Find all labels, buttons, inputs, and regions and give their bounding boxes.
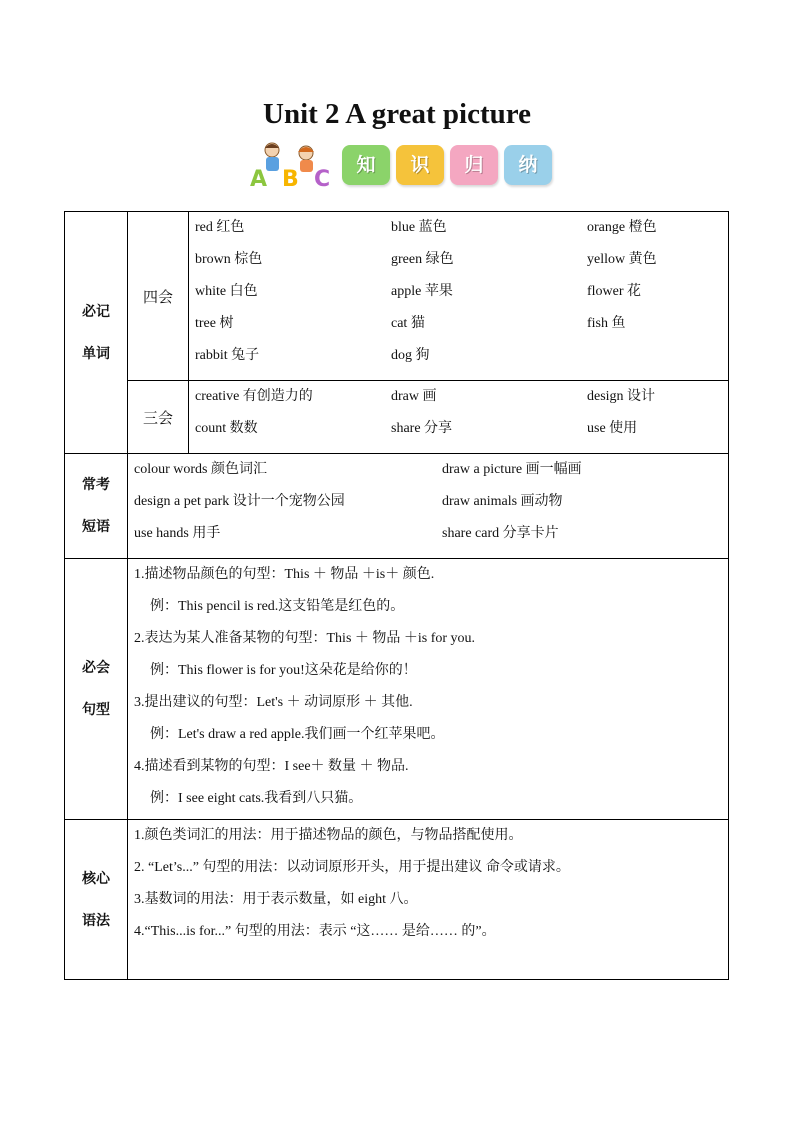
grammar-content — [128, 820, 729, 980]
word-cell: design 设计 — [587, 389, 656, 404]
letter-a: A — [250, 167, 268, 188]
sentence-example: 例：This pencil is red.这支铅笔是红色的。 — [150, 599, 405, 614]
phrase-cell: design a pet park 设计一个宠物公园 — [134, 494, 345, 509]
phrase-cell: share card 分享卡片 — [442, 526, 559, 541]
four-skill-label: 四会 — [128, 212, 189, 381]
phrases-content — [128, 454, 729, 559]
phrase-cell: draw a picture 画一幅画 — [442, 462, 582, 477]
grammar-point: 3.基数词的用法：用于表示数量，如 eight 八。 — [134, 892, 418, 907]
sentence-pattern: 1.描述物品颜色的句型：This ＋ 物品 ＋is＋ 颜色. — [134, 567, 435, 582]
summary-table — [64, 211, 729, 980]
banner-tile-zhi: 知 — [342, 145, 390, 185]
word-cell: share 分享 — [391, 421, 453, 436]
word-cell — [587, 344, 728, 376]
word-cell: dog 狗 — [391, 348, 430, 363]
word-cell: creative 有创造力的 — [195, 389, 313, 404]
four-skill-words — [189, 212, 729, 381]
sentences-section-label: 必会 句型 — [65, 559, 128, 820]
knowledge-summary-banner — [248, 140, 558, 188]
kids-abc-illustration — [248, 140, 340, 188]
phrase-cell: colour words 颜色词汇 — [134, 462, 267, 477]
sentence-example: 例：Let's draw a red apple.我们画一个红苹果吧。 — [150, 727, 445, 742]
grammar-section-label: 核心 语法 — [65, 820, 128, 980]
word-cell: count 数数 — [195, 421, 258, 436]
letter-b: B — [282, 167, 299, 188]
word-cell: yellow 黄色 — [587, 252, 657, 267]
sentence-example: 例：I see eight cats.我看到八只猫。 — [150, 791, 363, 806]
word-cell: rabbit 兔子 — [195, 348, 260, 363]
word-cell: red 红色 — [195, 220, 245, 235]
sentence-pattern: 2.表达为某人准备某物的句型：This ＋ 物品 ＋is for you. — [134, 631, 476, 646]
page-title: Unit 2 A great picture — [263, 98, 531, 130]
word-cell: draw 画 — [391, 389, 437, 404]
word-cell: green 绿色 — [391, 252, 454, 267]
banner-tile-na: 纳 — [504, 145, 552, 185]
banner-tile-shi: 识 — [396, 145, 444, 185]
word-cell: white 白色 — [195, 284, 258, 299]
grammar-point: 4.“This...is for...” 句型的用法：表示 “这…… 是给…… 的”。 — [134, 924, 496, 939]
word-cell: flower 花 — [587, 284, 642, 299]
phrase-cell: draw animals 画动物 — [442, 494, 563, 509]
phrase-cell: use hands 用手 — [134, 526, 221, 541]
three-skill-words — [189, 381, 729, 454]
phrases-section-label: 常考 短语 — [65, 454, 128, 559]
word-cell: orange 橙色 — [587, 220, 657, 235]
grammar-point: 1.颜色类词汇的用法：用于描述物品的颜色，与物品搭配使用。 — [134, 828, 523, 843]
grammar-point: 2. “Let’s...” 句型的用法：以动词原形开头，用于提出建议 命令或请求。 — [134, 860, 570, 875]
letter-c: C — [314, 167, 331, 188]
word-cell: apple 苹果 — [391, 284, 453, 299]
word-cell: brown 棕色 — [195, 252, 263, 267]
sentence-pattern: 4.描述看到某物的句型：I see＋ 数量 ＋ 物品. — [134, 759, 409, 774]
word-cell: fish 鱼 — [587, 316, 626, 331]
word-cell: cat 猫 — [391, 316, 425, 331]
banner-tile-gui: 归 — [450, 145, 498, 185]
word-cell: blue 蓝色 — [391, 220, 447, 235]
word-cell: use 使用 — [587, 421, 638, 436]
vocab-section-label: 必记 单词 — [65, 212, 128, 454]
word-cell: tree 树 — [195, 316, 234, 331]
sentences-content — [128, 559, 729, 820]
three-skill-label: 三会 — [128, 381, 189, 454]
sentence-example: 例：This flower is for you!这朵花是给你的！ — [150, 663, 417, 678]
sentence-pattern: 3.提出建议的句型：Let's ＋ 动词原形 ＋ 其他. — [134, 695, 413, 710]
